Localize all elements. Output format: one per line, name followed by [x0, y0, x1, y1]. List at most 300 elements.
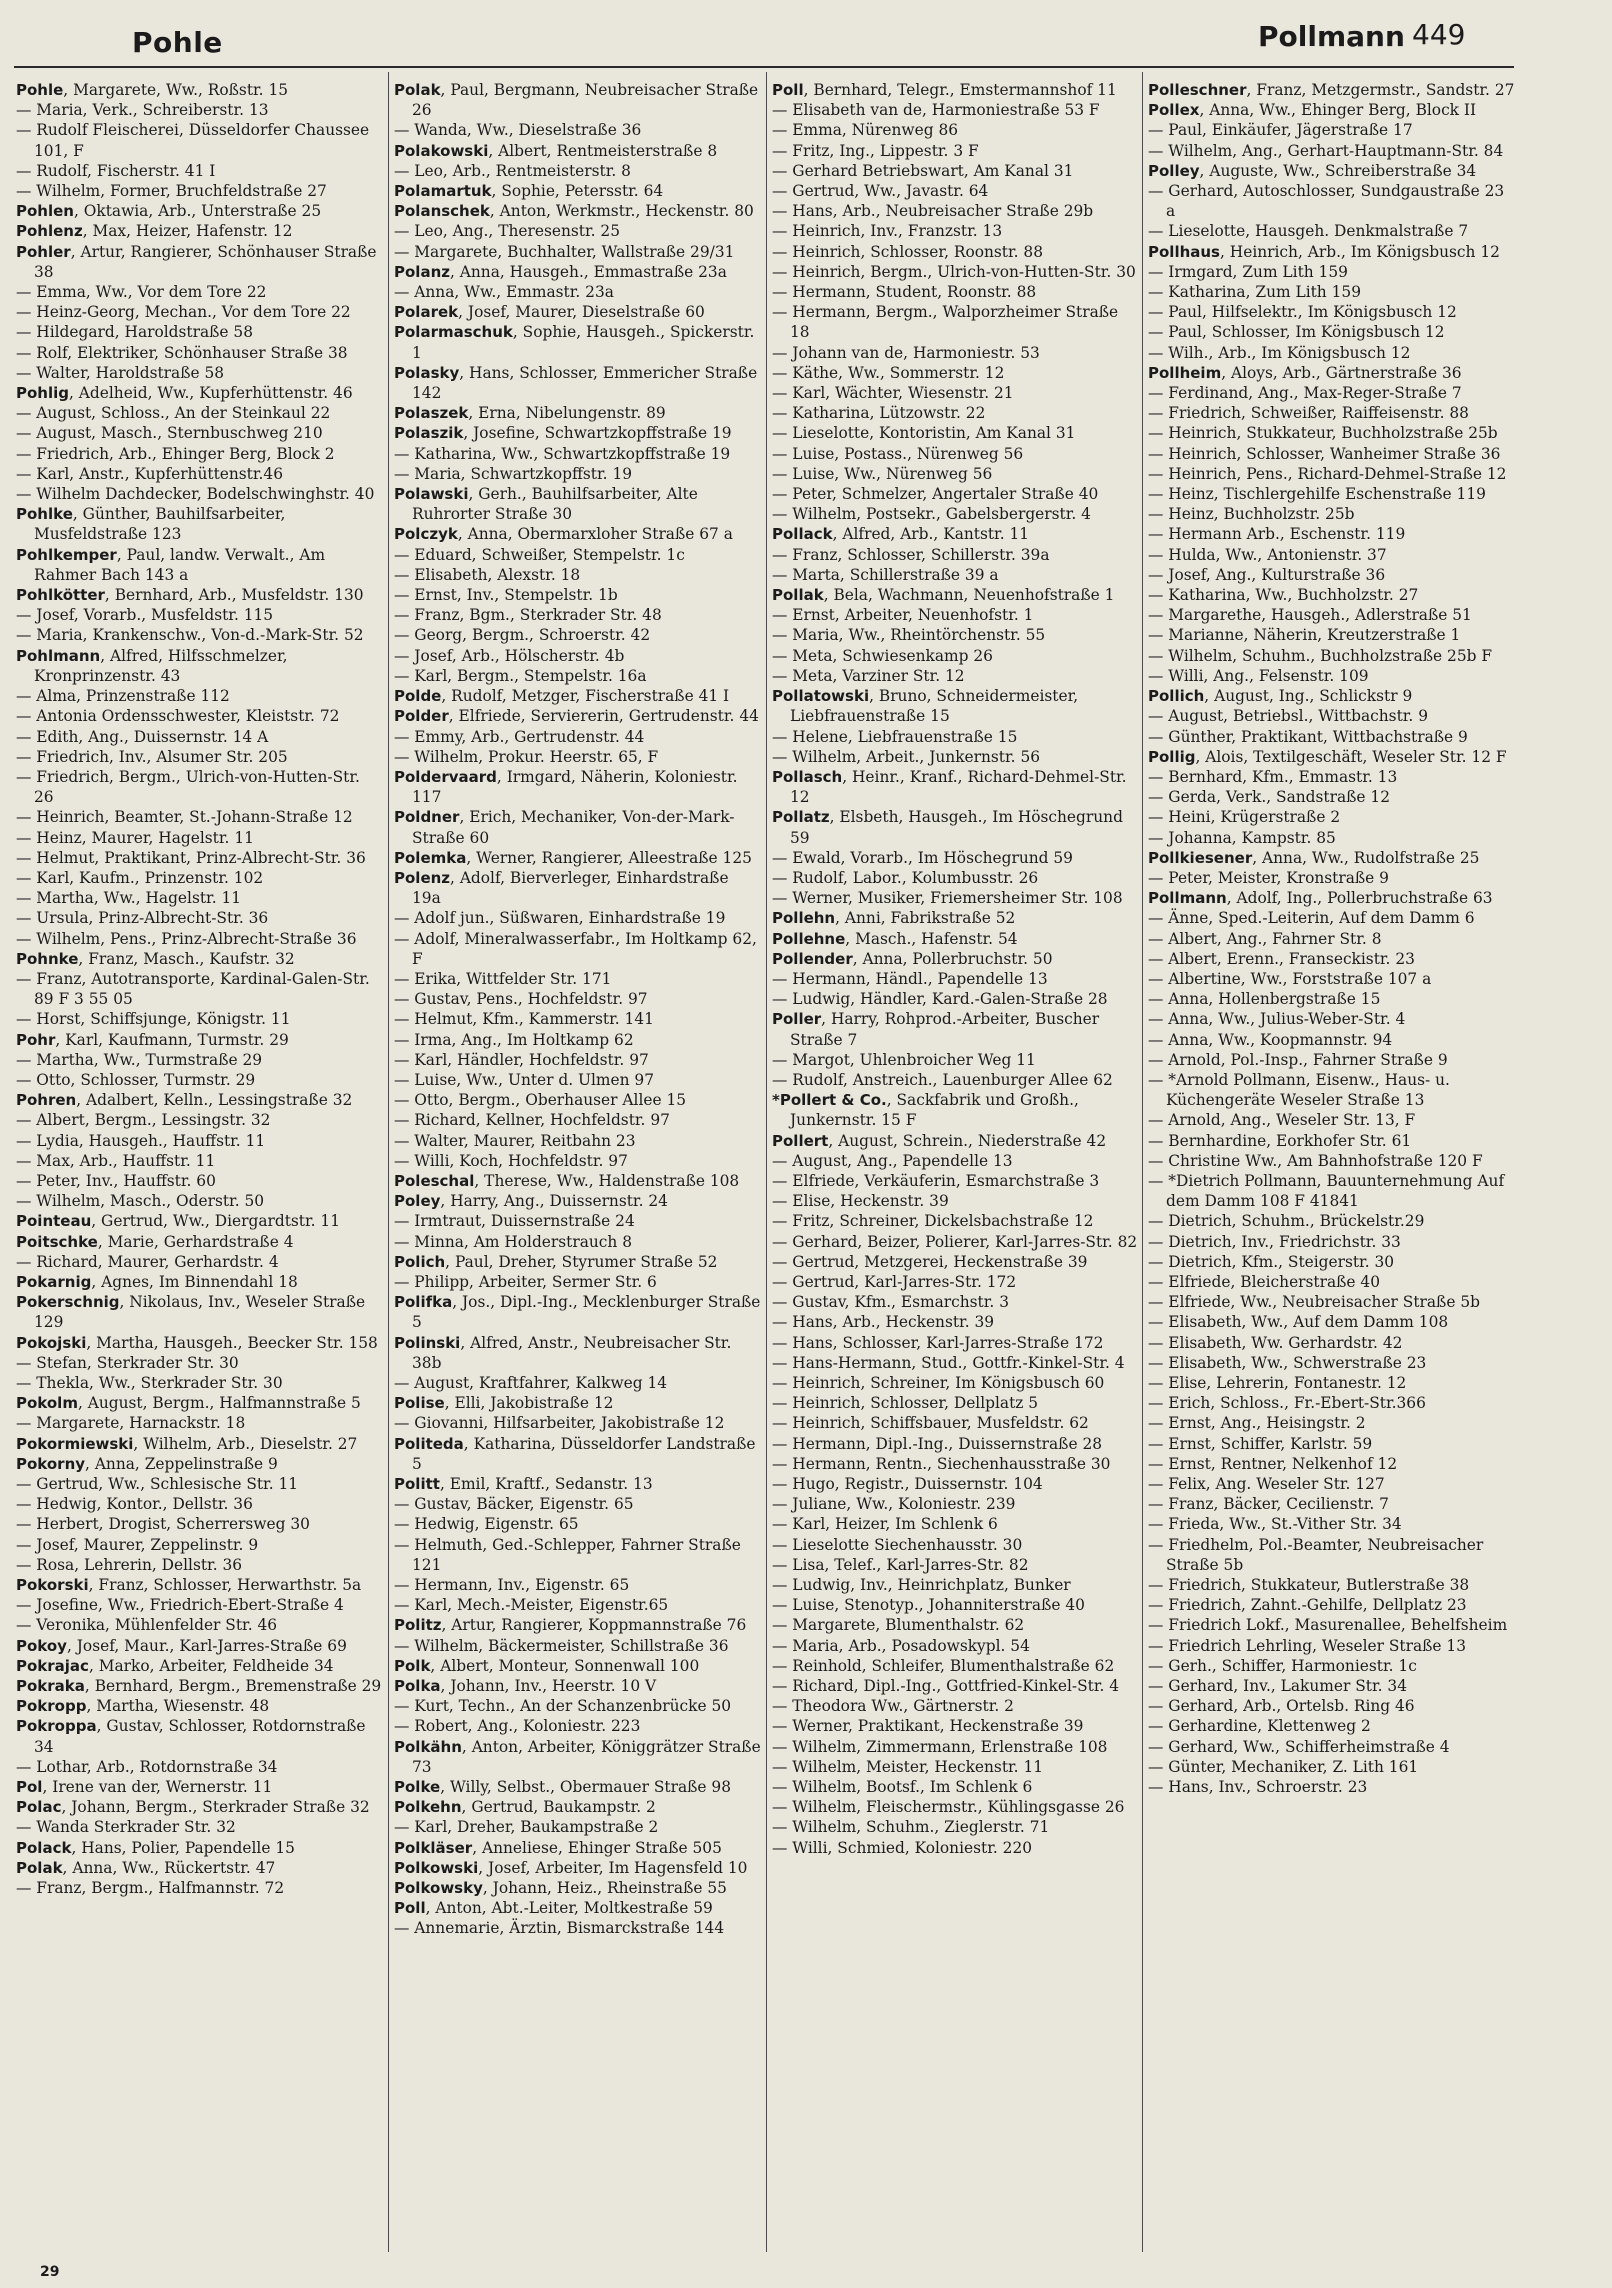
directory-entry: — Karl, Anstr., Kupferhüttenstr.46: [16, 464, 283, 483]
directory-entry: — Ludwig, Inv., Heinrichplatz, Bunker: [772, 1576, 1071, 1595]
directory-entry: Poleschal, Therese, Ww., Haldenstraße 108: [394, 1171, 740, 1190]
directory-entry: — Meta, Schwiesenkamp 26: [772, 646, 993, 665]
directory-entry: — Maria, Schwartzkopffstr. 19: [394, 464, 633, 483]
directory-entry: — Karl, Bergm., Stempelstr. 16a: [394, 666, 647, 685]
directory-entry: — Wilhelm, Zimmermann, Erlenstraße 108: [772, 1737, 1108, 1756]
directory-entry: — Heinz, Maurer, Hagelstr. 11: [16, 828, 254, 847]
directory-entry: Politt, Emil, Kraftf., Sedanstr. 13: [394, 1475, 653, 1494]
directory-entry: — Helene, Liebfrauenstraße 15: [772, 727, 1018, 746]
directory-entry: Pollender, Anna, Pollerbruchstr. 50: [772, 949, 1053, 968]
directory-entry: Polanz, Anna, Hausgeh., Emmastraße 23a: [394, 262, 727, 281]
directory-entry: — Elfriede, Bleicherstraße 40: [1148, 1272, 1381, 1291]
directory-entry: — Hermann, Student, Roonstr. 88: [772, 283, 1037, 302]
directory-entry: — Franz, Bäcker, Cecilienstr. 7: [1148, 1495, 1389, 1514]
directory-entry: — Emma, Nürenweg 86: [772, 121, 959, 140]
directory-entry: — Hedwig, Kontor., Dellstr. 36: [16, 1495, 253, 1514]
directory-entry: — Hans-Hermann, Stud., Gottfr.-Kinkel-Str. 4: [772, 1353, 1125, 1372]
directory-entry: Polinski, Alfred, Anstr., Neubreisacher Str. 38b: [394, 1333, 732, 1372]
directory-entry: — Anna, Ww., Julius-Weber-Str. 4: [1148, 1010, 1406, 1029]
directory-entry: — Ernst, Schiffer, Karlstr. 59: [1148, 1434, 1373, 1453]
directory-entry: — Katharina, Zum Lith 159: [1148, 283, 1361, 302]
directory-entry: — Luise, Stenotyp., Johanniterstraße 40: [772, 1596, 1085, 1615]
directory-entry: — Helmuth, Ged.-Schlepper, Fahrner Straße 121: [394, 1535, 741, 1574]
directory-entry: — Elisabeth van de, Harmoniestraße 53 F: [772, 101, 1100, 120]
directory-entry: — Frieda, Ww., St.-Vither Str. 34: [1148, 1515, 1402, 1534]
directory-entry: Poldner, Erich, Mechaniker, Von-der-Mark-Straße 60: [394, 808, 735, 847]
directory-entry: — Peter, Schmelzer, Angertaler Straße 40: [772, 485, 1099, 504]
directory-entry: — Irmgard, Zum Lith 159: [1148, 262, 1348, 281]
directory-entry: Polenz, Adolf, Bierverleger, Einhardstraße 19a: [394, 868, 729, 908]
directory-entry: — Antonia Ordensschwester, Kleiststr. 72: [16, 707, 340, 726]
directory-entry: — Wilhelm, Bootsf., Im Schlenk 6: [772, 1778, 1033, 1797]
directory-entry: — Ursula, Prinz-Albrecht-Str. 36: [16, 909, 269, 928]
directory-entry: — Margarete, Harnackstr. 18: [16, 1414, 246, 1433]
directory-entry: *Pollert & Co., Sackfabrik und Großh., Junkernstr. 15 F: [772, 1091, 1079, 1130]
directory-entry: — Elisabeth, Alexstr. 18: [394, 565, 581, 584]
directory-entry: — Franz, Bgm., Sterkrader Str. 48: [394, 606, 662, 625]
directory-entry: Polkehn, Gertrud, Baukampstr. 2: [394, 1798, 656, 1817]
directory-entry: — Heini, Krügerstraße 2: [1148, 808, 1341, 827]
directory-entry: — Emmy, Arb., Gertrudenstr. 44: [394, 727, 645, 746]
directory-entry: — Adolf jun., Süßwaren, Einhardstraße 19: [394, 909, 726, 928]
directory-entry: Poller, Harry, Rohprod.-Arbeiter, Buscher Straße 7: [772, 1010, 1100, 1049]
directory-entry: — Heinrich, Inv., Franzstr. 13: [772, 222, 1003, 241]
directory-entry: — Bernhard, Kfm., Emmastr. 13: [1148, 767, 1398, 786]
directory-entry: — Arnold, Ang., Weseler Str. 13, F: [1148, 1111, 1416, 1130]
directory-entry: — Gerh., Schiffer, Harmoniestr. 1c: [1148, 1656, 1417, 1675]
directory-entry: Pokroppa, Gustav, Schlosser, Rotdornstraße 34: [16, 1717, 366, 1756]
directory-entry: — Käthe, Ww., Sommerstr. 12: [772, 363, 1005, 382]
directory-entry: — Karl, Wächter, Wiesenstr. 21: [772, 384, 1014, 403]
directory-entry: Pokrajac, Marko, Arbeiter, Feldheide 34: [16, 1656, 334, 1675]
directory-entry: — Gerhard, Ww., Schifferheimstraße 4: [1148, 1737, 1450, 1756]
directory-entry: — Willi, Ang., Felsenstr. 109: [1148, 666, 1369, 685]
directory-entry: — Gerhard, Arb., Ortelsb. Ring 46: [1148, 1697, 1415, 1716]
directory-entry: — Heinrich, Schlosser, Dellplatz 5: [772, 1394, 1039, 1413]
directory-entry: — Hildegard, Haroldstraße 58: [16, 323, 254, 342]
directory-entry: — Wanda, Ww., Dieselstraße 36: [394, 121, 642, 140]
directory-entry: Pollehne, Masch., Hafenstr. 54: [772, 929, 1018, 948]
directory-entry: — Ernst, Rentner, Nelkenhof 12: [1148, 1454, 1398, 1473]
directory-entry: — Franz, Schlosser, Schillerstr. 39a: [772, 545, 1050, 564]
directory-entry: — Friedrich, Zahnt.-Gehilfe, Dellplatz 23: [1148, 1596, 1467, 1615]
directory-entry: — Werner, Praktikant, Heckenstraße 39: [772, 1717, 1084, 1736]
directory-entry: — Helmut, Praktikant, Prinz-Albrecht-Str. 36: [16, 848, 366, 867]
directory-entry: Poldervaard, Irmgard, Näherin, Koloniestr. 117: [394, 767, 738, 807]
directory-entry: Pollack, Alfred, Arb., Kantstr. 11: [772, 525, 1030, 544]
directory-entry: — Bernhardine, Eorkhofer Str. 61: [1148, 1131, 1412, 1150]
directory-entry: — Gustav, Bäcker, Eigenstr. 65: [394, 1495, 634, 1514]
directory-entry: — Margarete, Blumenthalstr. 62: [772, 1616, 1025, 1635]
column-1: [16, 80, 384, 2250]
directory-entry: — Heinrich, Schlosser, Wanheimer Straße 36: [1148, 444, 1501, 463]
directory-entry: — Georg, Bergm., Schroerstr. 42: [394, 626, 651, 645]
directory-entry: Polak, Paul, Bergmann, Neubreisacher Straße 26: [394, 81, 759, 120]
directory-entry: — Heinz-Georg, Mechan., Vor dem Tore 22: [16, 303, 351, 322]
directory-entry: — Adolf, Mineralwasserfabr., Im Holtkamp 62, F: [394, 929, 757, 968]
directory-entry: — Paul, Einkäufer, Jägerstraße 17: [1148, 121, 1413, 140]
directory-entry: — Karl, Heizer, Im Schlenk 6: [772, 1515, 998, 1534]
directory-entry: — Minna, Am Holderstrauch 8: [394, 1232, 633, 1251]
directory-entry: — Rudolf, Fischerstr. 41 I: [16, 161, 216, 180]
directory-entry: — Christine Ww., Am Bahnhofstraße 120 F: [1148, 1151, 1483, 1170]
directory-entry: — Franz, Autotransporte, Kardinal-Galen-Str. 89 F 3 55 05: [16, 969, 370, 1009]
directory-entry: — Wilh., Arb., Im Königsbusch 12: [1148, 343, 1411, 362]
directory-entry: Pollkiesener, Anna, Ww., Rudolfstraße 25: [1148, 848, 1480, 867]
directory-entry: — Richard, Kellner, Hochfeldstr. 97: [394, 1111, 670, 1130]
directory-entry: Pohler, Artur, Rangierer, Schönhauser Straße 38: [16, 242, 377, 281]
directory-entry: Pohlkötter, Bernhard, Arb., Musfeldstr. 130: [16, 586, 364, 605]
directory-entry: — Karl, Kaufm., Prinzenstr. 102: [16, 868, 264, 887]
directory-entry: — Josefine, Ww., Friedrich-Ebert-Straße 4: [16, 1596, 344, 1615]
directory-entry: — Maria, Krankenschw., Von-d.-Mark-Str. 52: [16, 626, 364, 645]
directory-entry: — Friedrich Lehrling, Weseler Straße 13: [1148, 1636, 1466, 1655]
page-number: 449: [1412, 18, 1466, 51]
directory-entry: — Friedrich, Stukkateur, Butlerstraße 38: [1148, 1576, 1470, 1595]
directory-entry: — Leo, Ang., Theresenstr. 25: [394, 222, 621, 241]
directory-entry: Poitschke, Marie, Gerhardstraße 4: [16, 1232, 294, 1251]
directory-entry: — Wilhelm, Meister, Heckenstr. 11: [772, 1757, 1044, 1776]
directory-entry: — Fritz, Schreiner, Dickelsbachstraße 12: [772, 1212, 1094, 1231]
directory-entry: — Hans, Arb., Heckenstr. 39: [772, 1313, 995, 1332]
directory-entry: — Elfriede, Verkäuferin, Esmarchstraße 3: [772, 1171, 1100, 1190]
directory-entry: — Walter, Haroldstraße 58: [16, 363, 225, 382]
directory-entry: — Katharina, Ww., Buchholzstr. 27: [1148, 586, 1419, 605]
directory-entry: — Ernst, Ang., Heisingstr. 2: [1148, 1414, 1366, 1433]
directory-entry: — Josef, Maurer, Zeppelinstr. 9: [16, 1535, 259, 1554]
directory-entry: — Hans, Arb., Neubreisacher Straße 29b: [772, 202, 1094, 221]
directory-entry: — Wilhelm, Bäckermeister, Schillstraße 36: [394, 1636, 729, 1655]
directory-entry: Polawski, Gerh., Bauhilfsarbeiter, Alte Ruhrorter Straße 30: [394, 485, 698, 524]
directory-entry: Pollheim, Aloys, Arb., Gärtnerstraße 36: [1148, 363, 1462, 382]
column-3: [772, 80, 1140, 2250]
directory-entry: — Marta, Schillerstraße 39 a: [772, 565, 999, 584]
column-2: [394, 80, 762, 2250]
directory-entry: — Ernst, Arbeiter, Neuenhofstr. 1: [772, 606, 1034, 625]
directory-entry: — Friedrich, Arb., Ehinger Berg, Block 2: [16, 444, 335, 463]
directory-entry: — Edith, Ang., Duissernstr. 14 A: [16, 727, 269, 746]
directory-entry: — Dietrich, Schuhm., Brückelstr.29: [1148, 1212, 1425, 1231]
directory-entry: Polarek, Josef, Maurer, Dieselstraße 60: [394, 303, 705, 322]
directory-entry: — Erich, Schloss., Fr.-Ebert-Str.366: [1148, 1394, 1426, 1413]
directory-entry: — Hedwig, Eigenstr. 65: [394, 1515, 579, 1534]
directory-entry: Polaszik, Josefine, Schwartzkopffstraße 19: [394, 424, 732, 443]
header-last-entry: Pollmann: [1258, 20, 1405, 53]
directory-entry: Polka, Johann, Inv., Heerstr. 10 V: [394, 1677, 657, 1696]
directory-entry: Pokolm, August, Bergm., Halfmannstraße 5: [16, 1394, 361, 1413]
directory-entry: — Dietrich, Inv., Friedrichstr. 33: [1148, 1232, 1401, 1251]
directory-entry: — Hermann, Händl., Papendelle 13: [772, 969, 1048, 988]
directory-entry: — Alma, Prinzenstraße 112: [16, 687, 230, 706]
directory-entry: Pohlenz, Max, Heizer, Hafenstr. 12: [16, 222, 293, 241]
directory-entry: — Lydia, Hausgeh., Hauffstr. 11: [16, 1131, 266, 1150]
directory-entry: Pokorny, Anna, Zeppelinstraße 9: [16, 1454, 278, 1473]
directory-entry: — Hulda, Ww., Antonienstr. 37: [1148, 545, 1387, 564]
directory-entry: — Kurt, Techn., An der Schanzenbrücke 50: [394, 1697, 732, 1716]
directory-entry: Polleschner, Franz, Metzgermstr., Sandstr. 27: [1148, 81, 1515, 99]
directory-entry: Polde, Rudolf, Metzger, Fischerstraße 41 I: [394, 687, 730, 706]
directory-entry: — Friedrich, Bergm., Ulrich-von-Hutten-Str. 26: [16, 767, 360, 807]
page-header: [0, 12, 1612, 64]
directory-entry: — *Arnold Pollmann, Eisenw., Haus- u. Küchengeräte Weseler Straße 13: [1148, 1070, 1450, 1110]
directory-entry: Politz, Artur, Rangierer, Koppmannstraße 76: [394, 1616, 747, 1635]
directory-entry: — Gerhard Betriebswart, Am Kanal 31: [772, 161, 1074, 180]
directory-entry: — Philipp, Arbeiter, Sermer Str. 6: [394, 1272, 657, 1291]
directory-entry: — Margot, Uhlenbroicher Weg 11: [772, 1050, 1036, 1069]
directory-entry: — Martha, Ww., Hagelstr. 11: [16, 889, 242, 908]
directory-entry: — Friedhelm, Pol.-Beamter, Neubreisacher Straße 5b: [1148, 1535, 1484, 1574]
directory-entry: — Peter, Meister, Kronstraße 9: [1148, 868, 1389, 887]
directory-entry: — Heinrich, Schreiner, Im Königsbusch 60: [772, 1374, 1105, 1392]
directory-entry: — Wilhelm, Masch., Oderstr. 50: [16, 1192, 265, 1211]
directory-entry: — Elisabeth, Ww., Auf dem Damm 108: [1148, 1313, 1449, 1332]
header-first-entry: Pohle: [132, 26, 223, 59]
directory-entry: — Anna, Hollenbergstraße 15: [1148, 990, 1381, 1009]
directory-entry: — Albert, Erenn., Franseckistr. 23: [1148, 949, 1415, 968]
directory-entry: Polkowsky, Johann, Heiz., Rheinstraße 55: [394, 1879, 727, 1898]
directory-entry: Pohlen, Oktawia, Arb., Unterstraße 25: [16, 202, 322, 221]
directory-entry: — Paul, Schlosser, Im Königsbusch 12: [1148, 323, 1445, 342]
directory-entry: — Peter, Inv., Hauffstr. 60: [16, 1171, 216, 1190]
column-divider: [388, 72, 389, 2252]
directory-entry: — Gertrud, Ww., Schlesische Str. 11: [16, 1475, 299, 1494]
directory-entry: Polich, Paul, Dreher, Styrumer Straße 52: [394, 1252, 718, 1271]
directory-entry: — Dietrich, Kfm., Steigerstr. 30: [1148, 1252, 1395, 1271]
directory-entry: Polaszek, Erna, Nibelungenstr. 89: [394, 404, 666, 423]
directory-entry: — Willi, Schmied, Koloniestr. 220: [772, 1838, 1033, 1857]
directory-entry: — Rudolf, Anstreich., Lauenburger Allee 62: [772, 1070, 1113, 1089]
directory-entry: — Emma, Ww., Vor dem Tore 22: [16, 283, 267, 302]
directory-entry: Polanschek, Anton, Werkmstr., Heckenstr. 80: [394, 202, 754, 221]
directory-entry: Pollak, Bela, Wachmann, Neuenhofstraße 1: [772, 586, 1115, 605]
directory-entry: — Irma, Ang., Im Holtkamp 62: [394, 1030, 634, 1049]
directory-entry: — Richard, Maurer, Gerhardstr. 4: [16, 1252, 279, 1271]
directory-entry: — Leo, Arb., Rentmeisterstr. 8: [394, 161, 631, 180]
directory-entry: — Ewald, Vorarb., Im Höschegrund 59: [772, 848, 1073, 867]
directory-entry: — Rosa, Lehrerin, Dellstr. 36: [16, 1555, 243, 1574]
directory-entry: — August, Masch., Sternbuschweg 210: [16, 424, 323, 443]
directory-entry: Pollatz, Elsbeth, Hausgeh., Im Höschegrund 59: [772, 808, 1123, 847]
directory-entry: — Anna, Ww., Koopmannstr. 94: [1148, 1030, 1393, 1049]
directory-entry: — Gerhard, Inv., Lakumer Str. 34: [1148, 1677, 1408, 1696]
directory-entry: — August, Betriebsl., Wittbachstr. 9: [1148, 707, 1429, 726]
directory-entry: — Gerda, Verk., Sandstraße 12: [1148, 788, 1390, 807]
directory-entry: — Lieselotte Siechenhausstr. 30: [772, 1535, 1023, 1554]
directory-entry: — Hans, Schlosser, Karl-Jarres-Straße 172: [772, 1333, 1104, 1352]
directory-entry: — Margarete, Buchhalter, Wallstraße 29/31: [394, 242, 735, 261]
directory-entry: — Wilhelm, Prokur. Heerstr. 65, F: [394, 747, 659, 766]
directory-entry: Pollmann, Adolf, Ing., Pollerbruchstraße 63: [1148, 889, 1493, 908]
directory-entry: — Gerhard, Beizer, Polierer, Karl-Jarres-Str. 82: [772, 1232, 1138, 1251]
directory-entry: Politeda, Katharina, Düsseldorfer Landstraße 5: [394, 1434, 756, 1473]
directory-entry: Pokerschnig, Nikolaus, Inv., Weseler Straße 129: [16, 1293, 366, 1332]
directory-entry: — Rolf, Elektriker, Schönhauser Straße 38: [16, 343, 348, 362]
directory-entry: Pohle, Margarete, Ww., Roßstr. 15: [16, 81, 289, 99]
directory-entry: — Hans, Inv., Schroerstr. 23: [1148, 1778, 1368, 1797]
directory-entry: — Lisa, Telef., Karl-Jarres-Str. 82: [772, 1555, 1029, 1574]
directory-entry: — Günther, Praktikant, Wittbachstraße 9: [1148, 727, 1468, 746]
directory-entry: — Hermann, Bergm., Walporzheimer Straße 18: [772, 303, 1119, 342]
directory-entry: — Gustav, Kfm., Esmarchstr. 3: [772, 1293, 1009, 1312]
directory-entry: Pollig, Alois, Textilgeschäft, Weseler Str. 12 F: [1148, 747, 1507, 766]
directory-entry: Polack, Hans, Polier, Papendelle 15: [16, 1838, 295, 1857]
directory-entry: — Wilhelm, Ang., Gerhart-Hauptmann-Str. 84: [1148, 141, 1504, 160]
directory-entry: — Gerhardine, Klettenweg 2: [1148, 1717, 1371, 1736]
directory-entry: — Anna, Ww., Emmastr. 23a: [394, 283, 614, 302]
directory-entry: Pohnke, Franz, Masch., Kaufstr. 32: [16, 949, 295, 968]
directory-entry: Pohlig, Adelheid, Ww., Kupferhüttenstr. 46: [16, 384, 353, 403]
directory-entry: — Wilhelm Dachdecker, Bodelschwinghstr. 40: [16, 485, 375, 504]
directory-entry: — Maria, Ww., Rheintörchenstr. 55: [772, 626, 1046, 645]
directory-entry: Pohlke, Günther, Bauhilfsarbeiter, Musfeldstraße 123: [16, 505, 286, 544]
directory-entry: — Theodora Ww., Gärtnerstr. 2: [772, 1697, 1014, 1716]
directory-entry: Polemka, Werner, Rangierer, Alleestraße 125: [394, 848, 752, 867]
directory-entry: — Luise, Ww., Nürenweg 56: [772, 464, 993, 483]
directory-entry: Pollhaus, Heinrich, Arb., Im Königsbusch 12: [1148, 242, 1500, 261]
directory-entry: — Reinhold, Schleifer, Blumenthalstraße 62: [772, 1656, 1115, 1675]
directory-entry: Polkowski, Josef, Arbeiter, Im Hagensfeld 10: [394, 1858, 748, 1877]
directory-entry: — Juliane, Ww., Koloniestr. 239: [772, 1495, 1016, 1514]
directory-entry: Polley, Auguste, Ww., Schreiberstraße 34: [1148, 161, 1477, 180]
directory-entry: Polke, Willy, Selbst., Obermauer Straße 98: [394, 1778, 732, 1797]
directory-entry: — Hermann, Inv., Eigenstr. 65: [394, 1576, 630, 1595]
header-rule: [14, 66, 1514, 68]
directory-entry: Polk, Albert, Monteur, Sonnenwall 100: [394, 1656, 700, 1675]
directory-entry: — Werner, Musiker, Friemersheimer Str. 108: [772, 889, 1123, 908]
directory-entry: — Wilhelm, Arbeit., Junkernstr. 56: [772, 747, 1041, 766]
directory-entry: — Josef, Arb., Hölscherstr. 4b: [394, 646, 625, 665]
directory-entry: — Elise, Lehrerin, Fontanestr. 12: [1148, 1374, 1407, 1392]
directory-entry: Pohren, Adalbert, Kelln., Lessingstraße 32: [16, 1091, 353, 1110]
directory-entry: — Josef, Ang., Kulturstraße 36: [1148, 565, 1386, 584]
directory-entry: Pohlkemper, Paul, landw. Verwalt., Am Rahmer Bach 143 a: [16, 545, 326, 584]
column-divider: [1142, 72, 1143, 2252]
directory-entry: — August, Ang., Papendelle 13: [772, 1151, 1013, 1170]
directory-entry: Polasky, Hans, Schlosser, Emmericher Straße 142: [394, 363, 758, 403]
directory-entry: — Gerhard, Autoschlosser, Sundgaustraße 23 a: [1148, 182, 1505, 221]
directory-entry: — Johann van de, Harmoniestr. 53: [772, 343, 1040, 362]
directory-entry: — Richard, Dipl.-Ing., Gottfried-Kinkel-Str. 4: [772, 1677, 1120, 1696]
directory-entry: — Heinrich, Schlosser, Roonstr. 88: [772, 242, 1044, 261]
directory-entry: Pokorski, Franz, Schlosser, Herwarthstr. 5a: [16, 1576, 362, 1595]
directory-entry: — Heinrich, Beamter, St.-Johann-Straße 12: [16, 808, 353, 827]
directory-entry: Poll, Anton, Abt.-Leiter, Moltkestraße 59: [394, 1899, 713, 1918]
directory-entry: Pollert, August, Schrein., Niederstraße 42: [772, 1131, 1107, 1150]
directory-entry: — Hermann, Dipl.-Ing., Duissernstraße 28: [772, 1434, 1103, 1453]
directory-entry: — Luise, Ww., Unter d. Ulmen 97: [394, 1070, 655, 1089]
directory-entry: — Heinrich, Schiffsbauer, Musfeldstr. 62: [772, 1414, 1089, 1433]
directory-entry: — Heinrich, Stukkateur, Buchholzstraße 25b: [1148, 424, 1498, 443]
directory-entry: — Hugo, Registr., Duissernstr. 104: [772, 1475, 1043, 1494]
directory-entry: — Elisabeth, Ww., Schwerstraße 23: [1148, 1353, 1427, 1372]
directory-entry: — Gustav, Pens., Hochfeldstr. 97: [394, 990, 648, 1009]
directory-entry: Pokarnig, Agnes, Im Binnendahl 18: [16, 1272, 298, 1291]
directory-entry: — Gertrud, Karl-Jarres-Str. 172: [772, 1272, 1017, 1291]
directory-entry: Pol, Irene van der, Wernerstr. 11: [16, 1778, 273, 1797]
directory-entry: — Wilhelm, Pens., Prinz-Albrecht-Straße 36: [16, 929, 357, 948]
directory-entry: — Veronika, Mühlenfelder Str. 46: [16, 1616, 278, 1635]
directory-entry: — Horst, Schiffsjunge, Königstr. 11: [16, 1010, 291, 1029]
directory-entry: Polak, Anna, Ww., Rückertstr. 47: [16, 1858, 276, 1877]
directory-entry: Pollich, August, Ing., Schlickstr 9: [1148, 687, 1413, 706]
directory-entry: — Heinz, Tischlergehilfe Eschenstraße 119: [1148, 485, 1486, 504]
directory-entry: Poll, Bernhard, Telegr., Emstermannshof 11: [772, 81, 1117, 99]
directory-entry: Polakowski, Albert, Rentmeisterstraße 8: [394, 141, 718, 160]
directory-entry: — Irmtraut, Duissernstraße 24: [394, 1212, 635, 1231]
directory-entry: Polkähn, Anton, Arbeiter, Königgrätzer Straße 73: [394, 1737, 761, 1776]
directory-entry: — Hermann Arb., Eschenstr. 119: [1148, 525, 1406, 544]
directory-entry: — Willi, Koch, Hochfeldstr. 97: [394, 1151, 628, 1170]
directory-entry: — Robert, Ang., Koloniestr. 223: [394, 1717, 641, 1736]
directory-entry: — Gertrud, Ww., Javastr. 64: [772, 182, 989, 201]
directory-entry: — Josef, Vorarb., Musfeldstr. 115: [16, 606, 274, 625]
directory-entry: — Martha, Ww., Turmstraße 29: [16, 1050, 263, 1069]
directory-entry: Polamartuk, Sophie, Petersstr. 64: [394, 182, 664, 201]
directory-entry: Pollasch, Heinr., Kranf., Richard-Dehmel-Str. 12: [772, 767, 1127, 807]
directory-entry: — Gertrud, Metzgerei, Heckenstraße 39: [772, 1252, 1088, 1271]
directory-entry: — Wilhelm, Postsekr., Gabelsbergerstr. 4: [772, 505, 1091, 524]
directory-entry: — Eduard, Schweißer, Stempelstr. 1c: [394, 545, 685, 564]
column-4: [1148, 80, 1516, 2250]
directory-entry: — Elisabeth, Ww. Gerhardstr. 42: [1148, 1333, 1403, 1352]
directory-entry: — Otto, Bergm., Oberhauser Allee 15: [394, 1091, 687, 1110]
directory-entry: Polifka, Jos., Dipl.-Ing., Mecklenburger Straße 5: [394, 1293, 761, 1332]
directory-entry: Polkläser, Anneliese, Ehinger Straße 505: [394, 1838, 722, 1857]
directory-entry: Pohlmann, Alfred, Hilfsschmelzer, Kronprinzenstr. 43: [16, 646, 288, 685]
directory-entry: Polarmaschuk, Sophie, Hausgeh., Spickerstr. 1: [394, 323, 755, 362]
directory-entry: Polac, Johann, Bergm., Sterkrader Straße 32: [16, 1798, 370, 1817]
directory-entry: — Annemarie, Ärztin, Bismarckstraße 144: [394, 1919, 725, 1938]
directory-entry: — Maria, Arb., Posadowskypl. 54: [772, 1636, 1030, 1655]
directory-entry: Polder, Elfriede, Serviererin, Gertrudenstr. 44: [394, 707, 759, 726]
directory-entry: — Heinrich, Bergm., Ulrich-von-Hutten-Str. 30: [772, 262, 1136, 281]
directory-entry: Polise, Elli, Jakobistraße 12: [394, 1394, 614, 1413]
signature-mark: 29: [40, 2264, 60, 2280]
directory-entry: — Felix, Ang. Weseler Str. 127: [1148, 1475, 1385, 1494]
directory-entry: — Franz, Bergm., Halfmannstr. 72: [16, 1879, 285, 1898]
directory-entry: — Walter, Maurer, Reitbahn 23: [394, 1131, 636, 1150]
directory-entry: — Albert, Ang., Fahrner Str. 8: [1148, 929, 1382, 948]
directory-entry: — Max, Arb., Hauffstr. 11: [16, 1151, 216, 1170]
directory-entry: Pokormiewski, Wilhelm, Arb., Dieselstr. 27: [16, 1434, 358, 1453]
directory-entry: — Heinrich, Pens., Richard-Dehmel-Straße 12: [1148, 464, 1507, 483]
directory-entry: Pohr, Karl, Kaufmann, Turmstr. 29: [16, 1030, 289, 1049]
directory-entry: Pokojski, Martha, Hausgeh., Beecker Str. 158: [16, 1333, 378, 1352]
directory-entry: — Fritz, Ing., Lippestr. 3 F: [772, 141, 979, 160]
directory-entry: — Meta, Varziner Str. 12: [772, 666, 965, 685]
directory-entry: — August, Kraftfahrer, Kalkweg 14: [394, 1374, 668, 1392]
directory-entry: — Albert, Bergm., Lessingstr. 32: [16, 1111, 271, 1130]
directory-entry: — Katharina, Lützowstr. 22: [772, 404, 986, 423]
directory-entry: — Wilhelm, Schuhm., Zieglerstr. 71: [772, 1818, 1050, 1837]
directory-entry: Pokropp, Martha, Wiesenstr. 48: [16, 1697, 270, 1716]
directory-entry: — Karl, Händler, Hochfeldstr. 97: [394, 1050, 649, 1069]
directory-entry: — Wanda Sterkrader Str. 32: [16, 1818, 236, 1837]
directory-entry: — Friedrich Lokf., Masurenallee, Behelfsheim: [1148, 1616, 1508, 1635]
directory-entry: — Elise, Heckenstr. 39: [772, 1192, 949, 1211]
directory-entry: — Luise, Postass., Nürenweg 56: [772, 444, 1024, 463]
directory-entry: — Paul, Hilfselektr., Im Königsbusch 12: [1148, 303, 1457, 322]
directory-entry: Pollehn, Anni, Fabrikstraße 52: [772, 909, 1016, 928]
directory-entry: — Herbert, Drogist, Scherrersweg 30: [16, 1515, 310, 1534]
directory-entry: — Lothar, Arb., Rotdornstraße 34: [16, 1757, 278, 1776]
directory-entry: — Rudolf, Labor., Kolumbusstr. 26: [772, 868, 1039, 887]
directory-entry: — Änne, Sped.-Leiterin, Auf dem Damm 6: [1148, 909, 1475, 928]
directory-entry: — Erika, Wittfelder Str. 171: [394, 969, 612, 988]
directory-entry: — Thekla, Ww., Sterkrader Str. 30: [16, 1374, 283, 1392]
directory-entry: — Elfriede, Ww., Neubreisacher Straße 5b: [1148, 1293, 1480, 1312]
directory-entry: — Arnold, Pol.-Insp., Fahrner Straße 9: [1148, 1050, 1448, 1069]
